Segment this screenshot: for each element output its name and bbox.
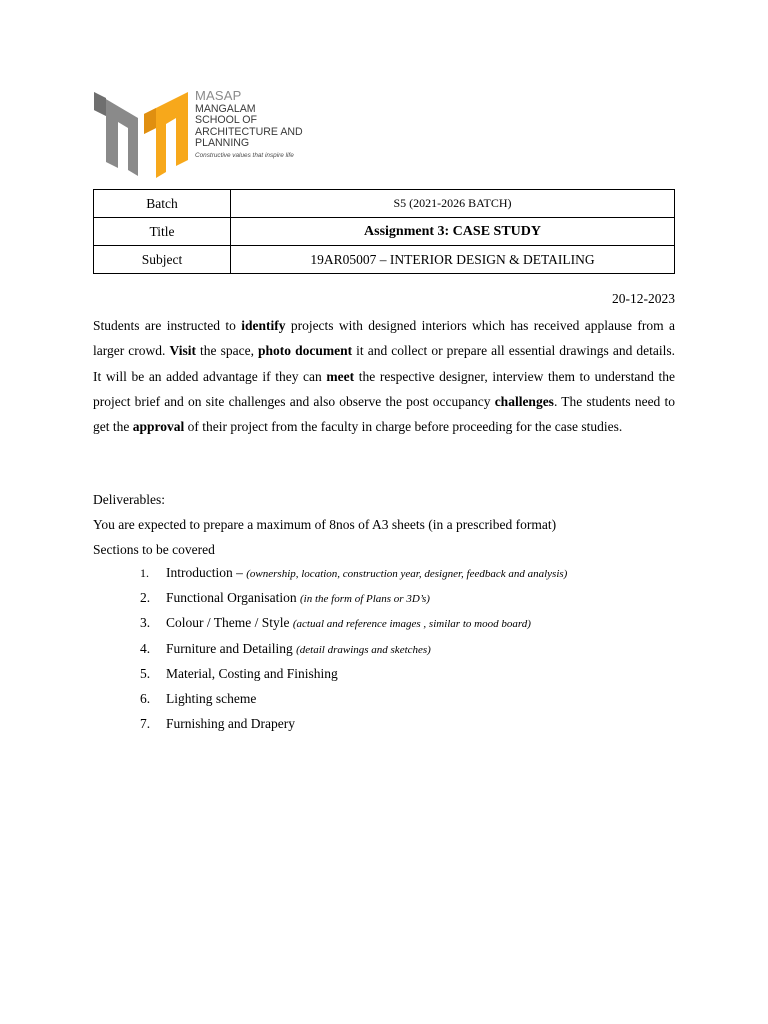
- table-row: [94, 218, 675, 246]
- list-number: 4.: [140, 640, 151, 656]
- list-item: [140, 590, 567, 615]
- list-item: [140, 565, 567, 590]
- document-date: 20-12-2023: [612, 291, 675, 306]
- logo-acronym: MASAP: [195, 88, 242, 103]
- table-value-title: Assignment 3: CASE STUDY: [231, 218, 675, 246]
- list-number: 5.: [140, 665, 151, 681]
- deliverables-heading: Deliverables:: [93, 492, 165, 507]
- logo-text: [195, 88, 335, 159]
- deliverables-line: You are expected to prepare a maximum of 8nos of A3 sheets (in a prescribed format): [93, 517, 557, 532]
- list-item: [140, 615, 567, 640]
- logo-tagline: Constructive values that inspire life: [195, 151, 294, 159]
- list-title: Furnishing and Drapery: [166, 716, 295, 732]
- list-number: 6.: [140, 690, 151, 706]
- emphasis-text: photo document: [258, 343, 353, 359]
- paragraph-text: the space,: [195, 343, 259, 359]
- paragraph-text: . The students need to get the: [93, 393, 675, 435]
- logo-name-line: ARCHITECTURE AND: [195, 125, 303, 138]
- list-item: [140, 716, 567, 741]
- list-title: Material, Costing and Finishing: [166, 665, 338, 681]
- table-label-title: Title: [94, 218, 231, 246]
- paragraph-text: it and collect or prepare all essential drawings and details. It will be an added advantage if they can: [93, 343, 676, 384]
- list-item: [140, 666, 567, 691]
- list-note: (in the form of Plans or 3D’s): [300, 593, 430, 606]
- paragraph-text: the respective designer, interview them to understand the project brief and on site challenges and also observe the post occupancy: [93, 368, 675, 409]
- emphasis-text: approval: [132, 419, 185, 435]
- emphasis-text: challenges: [494, 393, 554, 409]
- emphasis-text: meet: [326, 368, 355, 384]
- list-item: [140, 641, 567, 666]
- logo-name-line: PLANNING: [195, 137, 250, 150]
- paragraph-text: Students are instructed to: [93, 318, 242, 333]
- emphasis-text: identify: [241, 318, 286, 333]
- paragraph-text: of their project from the faculty in charge before proceeding for the case studies.: [184, 419, 623, 435]
- sections-list: [140, 565, 567, 741]
- school-logo: [94, 88, 334, 178]
- table-value-subject: 19AR05007 – INTERIOR DESIGN & DETAILING: [231, 246, 675, 274]
- list-title: Functional Organisation: [166, 590, 300, 606]
- list-title: Colour / Theme / Style: [166, 615, 293, 631]
- list-number: 7.: [140, 716, 151, 732]
- paragraph-text: projects with designed interiors which has received applause from a larger crowd.: [93, 318, 675, 359]
- list-title: Furniture and Detailing: [166, 640, 297, 656]
- list-number: 2.: [140, 590, 151, 606]
- logo-name-line: SCHOOL OF: [195, 114, 258, 127]
- list-number: 1.: [140, 566, 149, 580]
- masap-logo-mark-icon: [94, 88, 188, 178]
- table-value-batch: S5 (2021-2026 BATCH): [231, 190, 675, 218]
- list-title: Lighting scheme: [166, 690, 257, 706]
- instructions-paragraph: [93, 313, 675, 439]
- table-label-subject: Subject: [94, 246, 231, 274]
- sections-intro: Sections to be covered: [93, 542, 215, 557]
- list-number: 3.: [140, 615, 151, 631]
- list-note: (detail drawings and sketches): [296, 643, 431, 656]
- assignment-info-table: [93, 189, 675, 274]
- table-row: [94, 190, 675, 218]
- list-title: Introduction –: [166, 565, 247, 580]
- table-row: [94, 246, 675, 274]
- logo-name-line: MANGALAM: [195, 103, 256, 115]
- list-item: [140, 691, 567, 716]
- table-label-batch: Batch: [94, 190, 231, 218]
- list-note: (ownership, location, construction year, designer, feedback and analysis): [246, 568, 568, 580]
- emphasis-text: Visit: [169, 343, 196, 359]
- list-note: (actual and reference images , similar to mood board): [292, 618, 531, 631]
